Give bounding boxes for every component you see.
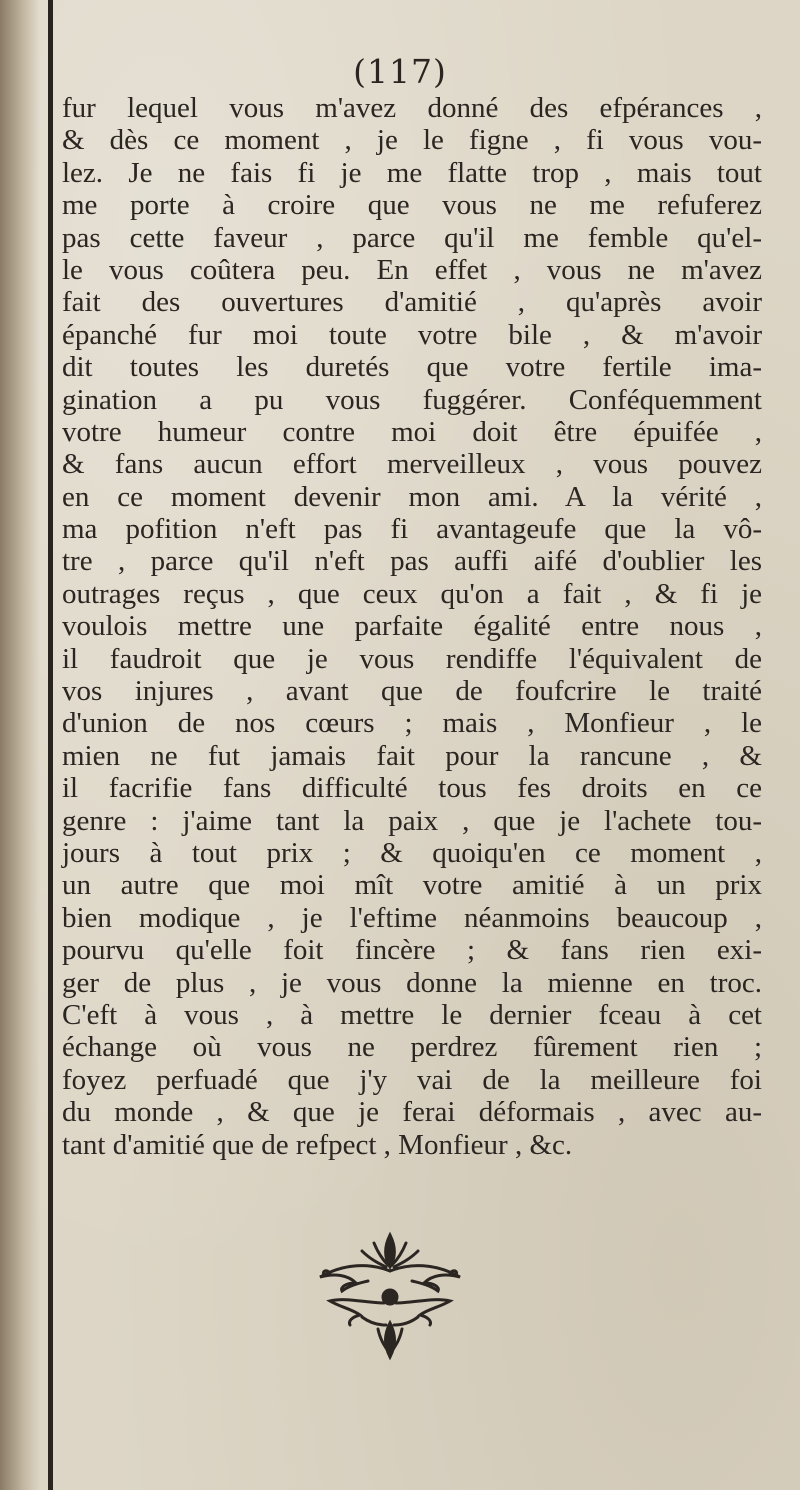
text-line: du monde , & que je ferai déformais , avec au- — [62, 1096, 762, 1129]
binding-edge — [48, 0, 53, 1490]
text-line: ger de plus , je vous donne la mienne en troc. — [62, 966, 762, 999]
text-line: ma pofition n'eft pas fi avantageufe que la vô- — [62, 513, 762, 546]
page-number: (117) — [353, 52, 447, 91]
text-line: outrages reçus , que ceux qu'on a fait , & fi je — [62, 577, 762, 610]
text-line: épanché fur moi toute votre bile , & m'avoir — [62, 318, 762, 351]
text-line: gination a pu vous fuggérer. Conféquemment — [62, 383, 762, 416]
text-line: votre humeur contre moi doit être épuifée , — [62, 415, 762, 448]
text-line: dit toutes les duretés que votre fertile ima- — [62, 351, 762, 384]
text-line: le vous coûtera peu. En effet , vous ne m'avez — [62, 253, 762, 286]
text-line: fait des ouvertures d'amitié , qu'après avoir — [62, 286, 762, 319]
text-line: bien modique , je l'eftime néanmoins beaucoup , — [62, 901, 762, 934]
text-line: il facrifie fans difficulté tous fes droits en ce — [62, 772, 762, 805]
text-line: en ce moment devenir mon ami. A la vérité , — [62, 480, 762, 513]
text-line: pourvu qu'elle foit fincère ; & fans rien exi- — [62, 934, 762, 967]
text-line: mien ne fut jamais fait pour la rancune , & — [62, 739, 762, 772]
text-line: & fans aucun effort merveilleux , vous pouvez — [62, 448, 762, 481]
text-line: foyez perfuadé que j'y vai de la meilleure foi — [62, 1063, 762, 1096]
text-line: il faudroit que je vous rendiffe l'équivalent de — [62, 642, 762, 675]
text-line: fur lequel vous m'avez donné des efpérances , — [62, 92, 762, 124]
text-line: pas cette faveur , parce qu'il me femble qu'el- — [62, 221, 762, 254]
text-line: tant d'amitié que de refpect , Monfieur , &c. — [62, 1128, 573, 1161]
text-line: C'eft à vous , à mettre le dernier fceau à cet — [62, 998, 762, 1031]
text-line: un autre que moi mît votre amitié à un prix — [62, 869, 762, 902]
text-line: & dès ce moment , je le figne , fi vous vou- — [62, 124, 762, 157]
text-line: genre : j'aime tant la paix , que je l'achete tou- — [62, 804, 762, 837]
text-line: échange où vous ne perdrez fûrement rien ; — [62, 1031, 762, 1064]
text-line: voulois mettre une parfaite égalité entre nous , — [62, 610, 762, 643]
floral-tailpiece-icon — [300, 1225, 480, 1365]
text-line: d'union de nos cœurs ; mais , Monfieur , le — [62, 707, 762, 740]
text-line: me porte à croire que vous ne me refuferez — [62, 189, 762, 222]
text-line: jours à tout prix ; & quoiqu'en ce moment , — [62, 836, 762, 869]
text-line: tre , parce qu'il n'eft pas auffi aifé d'oublier les — [62, 545, 762, 578]
text-line: lez. Je ne fais fi je me flatte trop , mais tout — [62, 156, 762, 189]
page-gutter — [0, 0, 40, 1490]
text-line: vos injures , avant que de foufcrire le traité — [62, 675, 762, 708]
body-text — [62, 92, 762, 1161]
